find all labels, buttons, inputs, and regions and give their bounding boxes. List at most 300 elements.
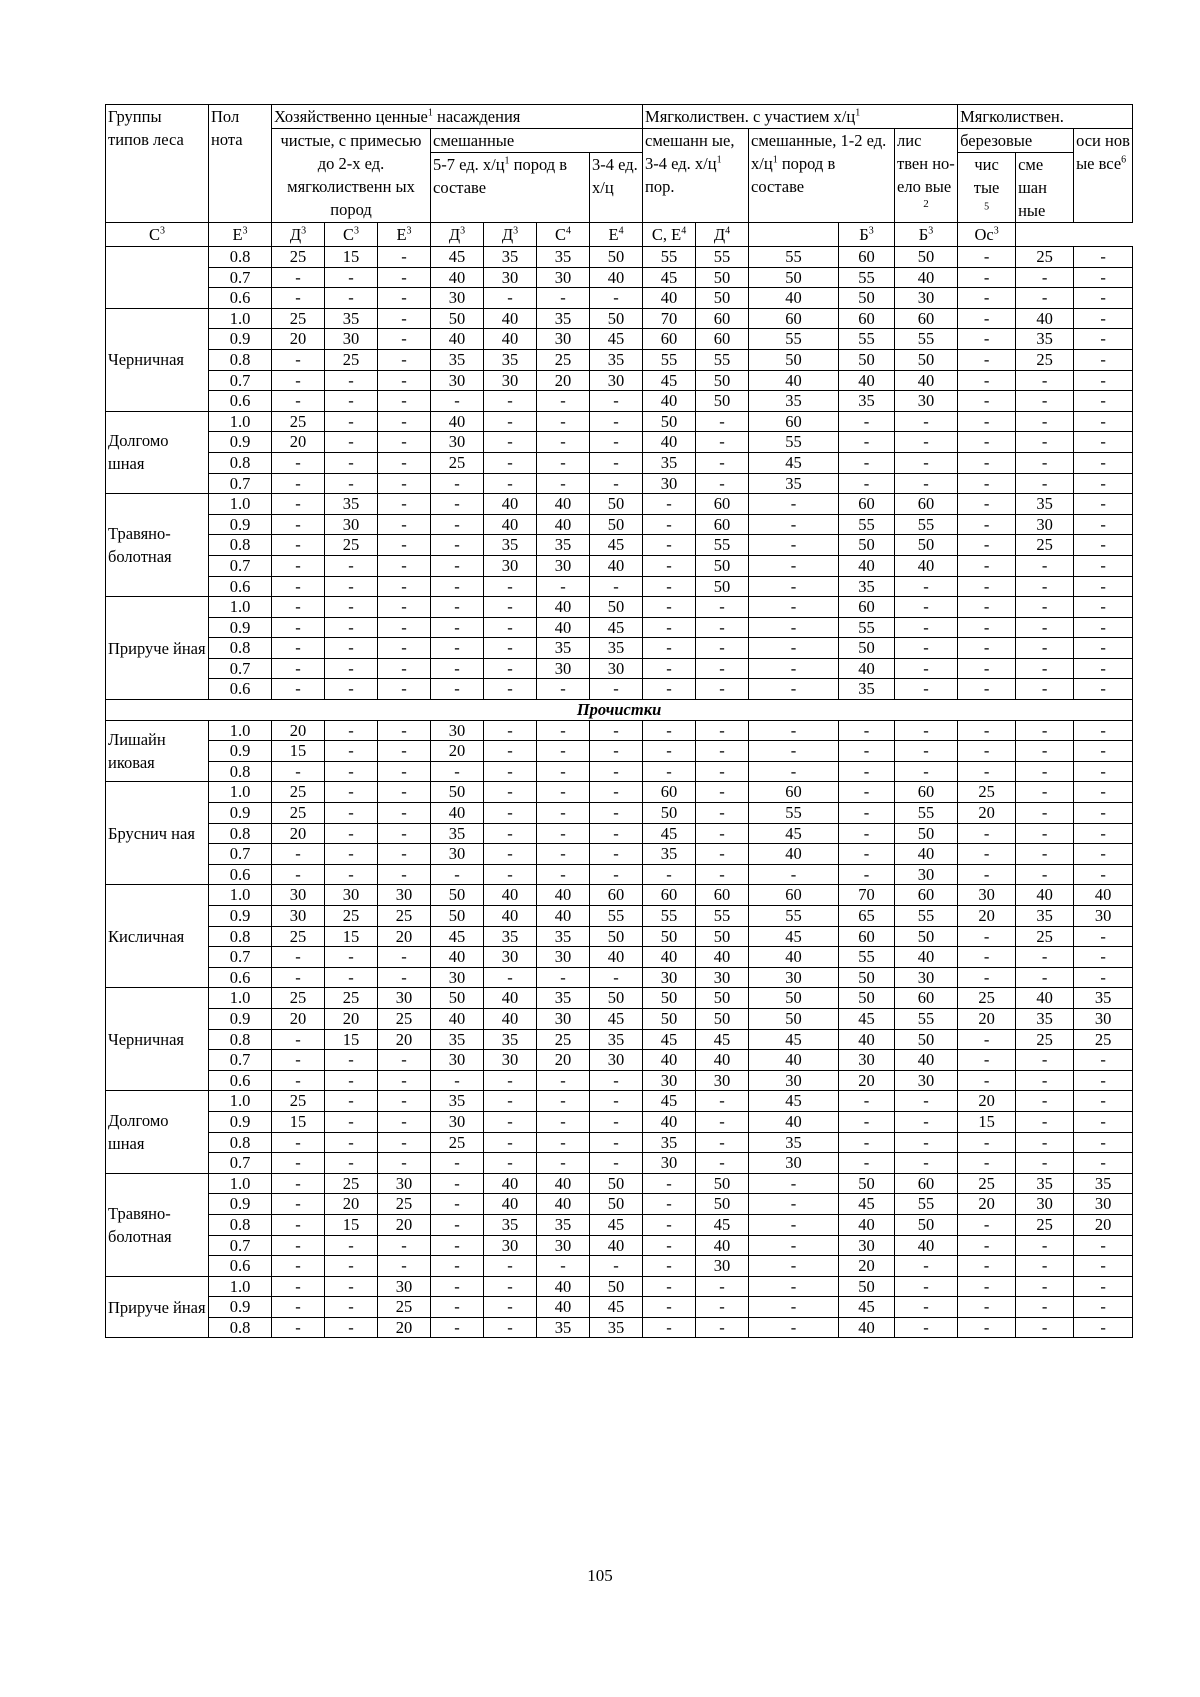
value-cell: - xyxy=(378,864,431,885)
value-cell: 35 xyxy=(1016,329,1074,350)
value-cell: - xyxy=(431,658,484,679)
value-cell: 50 xyxy=(749,267,839,288)
value-cell: 35 xyxy=(484,247,537,268)
value-cell: 30 xyxy=(1074,1194,1133,1215)
value-cell: - xyxy=(895,597,958,618)
polnota-cell: 0.9 xyxy=(209,1008,272,1029)
value-cell: - xyxy=(590,1132,643,1153)
value-cell: - xyxy=(1074,1050,1133,1071)
polnota-cell: 1.0 xyxy=(209,720,272,741)
value-cell: - xyxy=(431,576,484,597)
value-cell: - xyxy=(325,617,378,638)
value-cell: 50 xyxy=(696,1173,749,1194)
table-row xyxy=(106,1091,1133,1112)
value-cell: 40 xyxy=(484,1194,537,1215)
value-cell: 25 xyxy=(272,247,325,268)
value-cell: 30 xyxy=(537,1008,590,1029)
forest-group-label: Долгомо шная xyxy=(106,411,209,493)
value-cell: - xyxy=(1016,741,1074,762)
value-cell: - xyxy=(431,555,484,576)
value-cell: - xyxy=(1016,1091,1074,1112)
value-cell: 55 xyxy=(895,329,958,350)
value-cell: 50 xyxy=(895,823,958,844)
value-cell: - xyxy=(484,1276,537,1297)
value-cell: - xyxy=(696,1317,749,1338)
value-cell: 70 xyxy=(643,308,696,329)
value-cell: - xyxy=(484,823,537,844)
header-mixed-12-b: смешанные, 1-2 ед. $х/ц^1$ пород в составе xyxy=(749,129,895,223)
table-row xyxy=(106,1173,1133,1194)
value-cell: 40 xyxy=(643,391,696,412)
table-row xyxy=(106,1297,1133,1318)
value-cell: 35 xyxy=(484,535,537,556)
value-cell: 30 xyxy=(484,370,537,391)
value-cell: 40 xyxy=(484,988,537,1009)
value-cell: - xyxy=(958,432,1016,453)
polnota-cell: 0.7 xyxy=(209,473,272,494)
value-cell: - xyxy=(958,617,1016,638)
value-cell: - xyxy=(839,1111,895,1132)
value-cell: 30 xyxy=(839,1235,895,1256)
value-cell: 30 xyxy=(378,1276,431,1297)
value-cell: - xyxy=(484,391,537,412)
value-cell: 30 xyxy=(895,391,958,412)
value-cell: 55 xyxy=(895,1194,958,1215)
value-cell: - xyxy=(958,329,1016,350)
value-cell: - xyxy=(272,452,325,473)
value-cell: 45 xyxy=(839,1008,895,1029)
value-cell: 20 xyxy=(839,1256,895,1277)
table-row xyxy=(106,597,1133,618)
value-cell: 25 xyxy=(272,988,325,1009)
polnota-cell: 1.0 xyxy=(209,411,272,432)
value-cell: - xyxy=(895,1091,958,1112)
value-cell: - xyxy=(958,864,1016,885)
value-cell: - xyxy=(1074,247,1133,268)
value-cell: 30 xyxy=(537,947,590,968)
value-cell: - xyxy=(272,1214,325,1235)
value-cell: - xyxy=(1074,1276,1133,1297)
value-cell: - xyxy=(895,473,958,494)
value-cell: - xyxy=(537,823,590,844)
value-cell: - xyxy=(1074,679,1133,700)
value-cell: 60 xyxy=(643,329,696,350)
value-cell: 60 xyxy=(839,308,895,329)
value-cell: 25 xyxy=(958,782,1016,803)
value-cell: 55 xyxy=(696,247,749,268)
value-cell: - xyxy=(537,576,590,597)
value-cell: - xyxy=(484,576,537,597)
value-cell: 30 xyxy=(537,658,590,679)
table-row xyxy=(106,1235,1133,1256)
value-cell: - xyxy=(272,1070,325,1091)
value-cell: - xyxy=(378,452,431,473)
value-cell: 40 xyxy=(643,288,696,309)
value-cell: 45 xyxy=(431,926,484,947)
polnota-cell: 1.0 xyxy=(209,782,272,803)
value-cell: 60 xyxy=(749,411,839,432)
value-cell: - xyxy=(378,1153,431,1174)
value-cell: 35 xyxy=(484,926,537,947)
value-cell: - xyxy=(696,1297,749,1318)
value-cell: 35 xyxy=(537,926,590,947)
value-cell: - xyxy=(696,844,749,865)
value-cell: 35 xyxy=(749,1132,839,1153)
value-cell: 60 xyxy=(696,514,749,535)
value-cell: 20 xyxy=(325,1008,378,1029)
polnota-cell: 0.9 xyxy=(209,906,272,927)
forest-group-label: Приручe йная xyxy=(106,1276,209,1338)
value-cell: 50 xyxy=(696,267,749,288)
value-cell: - xyxy=(696,638,749,659)
value-cell: - xyxy=(749,1173,839,1194)
value-cell: 50 xyxy=(696,391,749,412)
table-row xyxy=(106,267,1133,288)
value-cell: 55 xyxy=(696,349,749,370)
value-cell: 40 xyxy=(895,947,958,968)
value-cell: - xyxy=(590,1070,643,1091)
value-cell: 45 xyxy=(839,1297,895,1318)
value-cell: - xyxy=(1074,349,1133,370)
header-softwood-with-valuable: Мягколиствен. с участием $х/ц^1$ xyxy=(643,105,958,129)
value-cell: 50 xyxy=(431,308,484,329)
value-cell: - xyxy=(643,1297,696,1318)
value-cell: - xyxy=(643,1173,696,1194)
value-cell: 40 xyxy=(590,1235,643,1256)
value-cell: - xyxy=(958,576,1016,597)
value-cell: - xyxy=(484,1256,537,1277)
value-cell: - xyxy=(325,1070,378,1091)
value-cell: - xyxy=(1074,452,1133,473)
value-cell: 45 xyxy=(643,1091,696,1112)
value-cell: - xyxy=(325,823,378,844)
value-cell: - xyxy=(958,720,1016,741)
value-cell: 35 xyxy=(839,576,895,597)
value-cell: - xyxy=(958,1153,1016,1174)
value-cell: - xyxy=(484,803,537,824)
value-cell: 25 xyxy=(272,782,325,803)
value-cell: - xyxy=(378,1132,431,1153)
value-cell: 35 xyxy=(537,1214,590,1235)
value-cell: - xyxy=(590,679,643,700)
value-cell: - xyxy=(590,967,643,988)
value-cell: 20 xyxy=(958,803,1016,824)
value-cell: - xyxy=(590,411,643,432)
table-row xyxy=(106,349,1133,370)
value-cell: - xyxy=(378,782,431,803)
header-softwood: Мягколиствен. xyxy=(958,105,1133,129)
value-cell: 30 xyxy=(484,1050,537,1071)
value-cell: 30 xyxy=(378,885,431,906)
value-cell: 40 xyxy=(895,1235,958,1256)
value-cell: - xyxy=(272,514,325,535)
table-row xyxy=(106,1029,1133,1050)
value-cell: - xyxy=(272,1256,325,1277)
value-cell: - xyxy=(431,535,484,556)
value-cell: - xyxy=(378,329,431,350)
value-cell: - xyxy=(958,1050,1016,1071)
value-cell: - xyxy=(958,1235,1016,1256)
value-cell: - xyxy=(839,803,895,824)
table-row xyxy=(106,288,1133,309)
value-cell: - xyxy=(839,864,895,885)
value-cell: 40 xyxy=(537,514,590,535)
value-cell: - xyxy=(958,308,1016,329)
value-cell: 30 xyxy=(484,267,537,288)
value-cell: - xyxy=(484,741,537,762)
value-cell: 35 xyxy=(590,638,643,659)
value-cell: - xyxy=(431,597,484,618)
value-cell: 20 xyxy=(958,1194,1016,1215)
table-row xyxy=(106,638,1133,659)
value-cell: - xyxy=(839,473,895,494)
value-cell: - xyxy=(378,803,431,824)
value-cell: 40 xyxy=(696,1235,749,1256)
value-cell: - xyxy=(484,411,537,432)
value-cell: 50 xyxy=(590,247,643,268)
value-cell: 60 xyxy=(895,1173,958,1194)
polnota-cell: 1.0 xyxy=(209,885,272,906)
value-cell: 25 xyxy=(1016,1214,1074,1235)
polnota-cell: 0.9 xyxy=(209,432,272,453)
value-cell: - xyxy=(958,823,1016,844)
value-cell: - xyxy=(958,1256,1016,1277)
value-cell: 50 xyxy=(696,1008,749,1029)
value-cell: - xyxy=(1074,1297,1133,1318)
value-cell: 35 xyxy=(643,1132,696,1153)
value-cell: 25 xyxy=(272,308,325,329)
value-cell: - xyxy=(484,679,537,700)
value-cell: - xyxy=(895,638,958,659)
value-cell: 30 xyxy=(895,1070,958,1091)
value-cell: - xyxy=(696,679,749,700)
value-cell: - xyxy=(696,658,749,679)
value-cell: - xyxy=(378,844,431,865)
value-cell: 40 xyxy=(839,555,895,576)
value-cell: 40 xyxy=(484,1008,537,1029)
value-cell: - xyxy=(272,679,325,700)
value-cell: 45 xyxy=(590,535,643,556)
table-row xyxy=(106,658,1133,679)
value-cell: - xyxy=(958,514,1016,535)
value-cell: 25 xyxy=(378,1297,431,1318)
value-cell: - xyxy=(1074,329,1133,350)
value-cell: 40 xyxy=(590,267,643,288)
value-cell: - xyxy=(749,1194,839,1215)
value-cell: - xyxy=(537,288,590,309)
value-cell: 40 xyxy=(484,514,537,535)
value-cell: - xyxy=(1074,1317,1133,1338)
value-cell: - xyxy=(272,1153,325,1174)
value-cell: 50 xyxy=(431,906,484,927)
value-cell: 30 xyxy=(749,1153,839,1174)
value-cell: 40 xyxy=(895,844,958,865)
value-cell: 50 xyxy=(590,514,643,535)
value-cell: - xyxy=(749,1297,839,1318)
value-cell: 45 xyxy=(431,247,484,268)
value-cell: - xyxy=(1016,617,1074,638)
value-cell: - xyxy=(749,761,839,782)
value-cell: - xyxy=(378,349,431,370)
value-cell: 40 xyxy=(839,1317,895,1338)
value-cell: 35 xyxy=(431,1091,484,1112)
table-row xyxy=(106,535,1133,556)
value-cell: 35 xyxy=(643,844,696,865)
value-cell: 45 xyxy=(643,1029,696,1050)
value-cell: 30 xyxy=(431,844,484,865)
value-cell: - xyxy=(958,535,1016,556)
value-cell: - xyxy=(484,1070,537,1091)
value-cell: - xyxy=(272,761,325,782)
value-cell: - xyxy=(696,782,749,803)
value-cell: - xyxy=(484,1297,537,1318)
value-cell: 45 xyxy=(696,1029,749,1050)
value-cell: - xyxy=(1016,1111,1074,1132)
value-cell: 30 xyxy=(431,288,484,309)
value-cell: 60 xyxy=(895,494,958,515)
polnota-cell: 0.8 xyxy=(209,926,272,947)
value-cell: 20 xyxy=(431,741,484,762)
value-cell: 30 xyxy=(590,1050,643,1071)
value-cell: 60 xyxy=(895,885,958,906)
table-row xyxy=(106,1276,1133,1297)
value-cell: - xyxy=(696,411,749,432)
value-cell: - xyxy=(272,947,325,968)
value-cell: - xyxy=(325,597,378,618)
value-cell: 40 xyxy=(696,1050,749,1071)
value-cell: 50 xyxy=(895,349,958,370)
value-cell: - xyxy=(325,658,378,679)
value-cell: - xyxy=(1016,1153,1074,1174)
value-cell: - xyxy=(1074,597,1133,618)
value-cell: 20 xyxy=(378,926,431,947)
value-cell: 15 xyxy=(958,1111,1016,1132)
value-cell: - xyxy=(839,844,895,865)
value-cell: - xyxy=(643,617,696,638)
value-cell: - xyxy=(272,864,325,885)
value-cell: 35 xyxy=(537,638,590,659)
value-cell: 55 xyxy=(590,906,643,927)
value-cell: - xyxy=(749,535,839,556)
value-cell: 40 xyxy=(839,1214,895,1235)
value-cell: 45 xyxy=(590,329,643,350)
value-cell: - xyxy=(431,864,484,885)
value-cell: 25 xyxy=(325,906,378,927)
value-cell: 20 xyxy=(537,1050,590,1071)
species-header-cell: $Д^3$ xyxy=(484,223,537,247)
value-cell: - xyxy=(325,1091,378,1112)
value-cell: - xyxy=(431,1153,484,1174)
value-cell: - xyxy=(378,947,431,968)
value-cell: - xyxy=(431,761,484,782)
value-cell: - xyxy=(590,288,643,309)
polnota-cell: 0.8 xyxy=(209,452,272,473)
value-cell: 25 xyxy=(1016,535,1074,556)
value-cell: - xyxy=(590,576,643,597)
table-row xyxy=(106,576,1133,597)
polnota-cell: 0.8 xyxy=(209,761,272,782)
value-cell: 30 xyxy=(696,967,749,988)
value-cell: 30 xyxy=(431,370,484,391)
value-cell: - xyxy=(1074,823,1133,844)
value-cell: - xyxy=(590,432,643,453)
value-cell: 25 xyxy=(272,1091,325,1112)
value-cell: - xyxy=(643,494,696,515)
value-cell: - xyxy=(839,741,895,762)
polnota-cell: 0.7 xyxy=(209,370,272,391)
value-cell: 50 xyxy=(590,1173,643,1194)
value-cell: 50 xyxy=(643,926,696,947)
value-cell: - xyxy=(537,844,590,865)
polnota-cell: 0.9 xyxy=(209,741,272,762)
value-cell: 20 xyxy=(958,906,1016,927)
header-mixed-34-a: 3-4 ед. х/ц xyxy=(590,153,643,223)
value-cell: 50 xyxy=(749,1008,839,1029)
value-cell: 55 xyxy=(749,329,839,350)
value-cell: 35 xyxy=(537,1317,590,1338)
value-cell: 40 xyxy=(643,432,696,453)
value-cell: - xyxy=(958,638,1016,659)
value-cell: - xyxy=(696,1276,749,1297)
value-cell: - xyxy=(484,658,537,679)
value-cell: 50 xyxy=(590,597,643,618)
table-row xyxy=(106,617,1133,638)
value-cell: - xyxy=(431,1256,484,1277)
value-cell: 30 xyxy=(643,1070,696,1091)
value-cell: 30 xyxy=(643,967,696,988)
value-cell: - xyxy=(895,617,958,638)
value-cell: - xyxy=(590,823,643,844)
value-cell: - xyxy=(537,967,590,988)
value-cell: 40 xyxy=(749,947,839,968)
value-cell: 50 xyxy=(839,638,895,659)
value-cell: 30 xyxy=(696,1256,749,1277)
value-cell: - xyxy=(1074,617,1133,638)
value-cell: - xyxy=(696,1132,749,1153)
value-cell: 15 xyxy=(325,1029,378,1050)
polnota-cell: 0.9 xyxy=(209,514,272,535)
value-cell: - xyxy=(749,679,839,700)
value-cell: - xyxy=(839,1091,895,1112)
value-cell: - xyxy=(1074,926,1133,947)
value-cell: 20 xyxy=(958,1091,1016,1112)
value-cell: - xyxy=(749,741,839,762)
value-cell: - xyxy=(1016,782,1074,803)
species-header-cell: $Е^3$ xyxy=(378,223,431,247)
value-cell: - xyxy=(1074,844,1133,865)
value-cell: - xyxy=(1074,473,1133,494)
table-row xyxy=(106,926,1133,947)
value-cell: - xyxy=(272,555,325,576)
polnota-cell: 0.6 xyxy=(209,864,272,885)
value-cell: - xyxy=(272,1173,325,1194)
polnota-cell: 0.8 xyxy=(209,1132,272,1153)
value-cell: 35 xyxy=(590,1317,643,1338)
value-cell: - xyxy=(272,535,325,556)
value-cell: - xyxy=(1016,576,1074,597)
value-cell: - xyxy=(431,514,484,535)
table-row xyxy=(106,967,1133,988)
value-cell: 25 xyxy=(378,1194,431,1215)
value-cell: - xyxy=(325,1153,378,1174)
value-cell: - xyxy=(696,864,749,885)
value-cell: 30 xyxy=(895,864,958,885)
value-cell: - xyxy=(643,1317,696,1338)
value-cell: 40 xyxy=(537,617,590,638)
value-cell: 50 xyxy=(895,535,958,556)
species-header-cell: $С^3$ xyxy=(325,223,378,247)
value-cell: 35 xyxy=(431,1029,484,1050)
